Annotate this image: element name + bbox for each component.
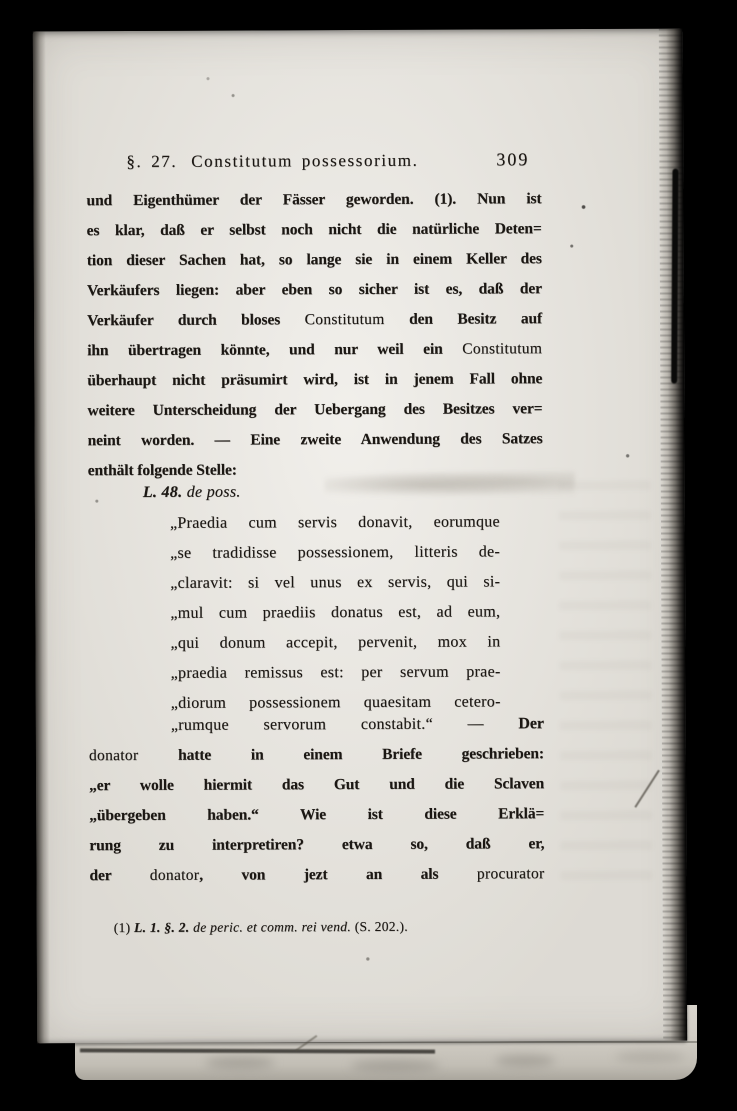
text-segment: weitere Unterscheidung der Uebergang des Besitzes ver= [87,400,543,420]
text-line [89,799,544,831]
smudge [205,1057,275,1069]
citation-line [143,478,241,508]
text-segment: Constitutum [304,310,385,329]
text-segment: enthält folgende Stelle: [87,461,237,480]
text-line [170,567,500,598]
text-line [170,507,500,538]
quote-closing-line [171,709,544,741]
paragraph-2 [89,739,545,891]
text-segment: den Besitz auf [384,310,543,328]
text-segment: Verkäufer durch bloses [87,311,305,330]
page-number: 309 [496,149,530,170]
text-line [89,829,544,861]
text-segment: „claravit: si vel unus ex servis, qui si- [170,573,501,592]
text-segment: de peric. et comm. rei vend. [193,919,355,935]
text-segment: L. 48. [142,483,187,501]
text-segment: „Praedia cum servis donavit, eorumque [169,513,500,532]
text-segment: de poss. [186,483,241,501]
text-line [87,364,542,396]
text-line [87,334,542,366]
text-segment: Verkäufers liegen: aber eben so sicher ist es, daß der [86,280,542,300]
text-segment: , von jezt an als [199,865,477,884]
footnote-line [114,915,408,940]
text-line [87,244,542,276]
text-line [170,627,500,658]
text-segment: hatte in einem Briefe geschrieben: [138,745,544,764]
text-layer [33,29,687,1044]
running-title: Constitutum possessorium. [191,150,419,171]
smudge [615,1051,685,1063]
text-segment: Constitutum [462,340,543,358]
text-segment: donator [149,866,200,884]
scanned-page [33,29,687,1044]
text-segment: Der [518,715,544,733]
text-line [89,769,544,801]
text-segment: rung zu interpretiren? etwa so, daß er, [89,835,545,855]
text-segment: tion dieser Sachen hat, so lange sie in einem Keller des [86,250,542,270]
text-line [88,424,543,456]
section-number: §. 27. [126,151,178,172]
text-segment: „rumque servorum constabit.“ — [170,715,519,734]
text-line [143,478,241,508]
text-segment: „mul cum praediis donatus est, ad eum, [170,603,501,622]
text-segment: und Eigenthümer der Fässer geworden. (1). Nun ist [86,190,542,210]
text-line [89,739,544,771]
text-line [171,657,501,688]
text-line [87,214,542,246]
text-line [170,537,500,568]
text-line [87,304,542,336]
text-segment: „übergeben haben.“ Wie ist diese Erklä= [89,805,545,825]
text-segment: procurator [476,865,545,883]
text-segment: ihn übertragen könnte, und nur weil ein [87,340,463,360]
text-segment: (S. 202.). [354,918,408,935]
text-segment: der [89,866,150,885]
text-segment: „er wolle hiermit das Gut und die Sclaven [89,775,545,795]
page-edge-dark-line [80,1048,435,1053]
text-segment: „diorum possessionem quaesitam cetero- [170,693,501,712]
text-line [114,915,408,940]
text-segment: „qui donum accepit, pervenit, mox in [170,633,501,652]
text-segment: L. 1. §. 2. [134,919,194,935]
page-header [86,147,541,174]
text-line [87,274,542,306]
text-line [89,859,544,891]
smudge [350,1060,440,1072]
text-line [170,597,500,628]
text-segment: donator [88,746,139,765]
text-segment: überhaupt nicht präsumirt wird, ist in jenem Fall ohne [87,370,543,390]
text-line [171,709,544,741]
text-segment: „praedia remissus est: per servum prae- [170,663,501,682]
text-line [87,394,542,426]
paragraph-1 [86,184,542,486]
smudge [495,1055,555,1067]
text-segment: (1) [113,919,135,936]
text-line [86,184,541,216]
text-segment: es klar, daß er selbst noch nicht die natürliche Deten= [86,220,542,240]
latin-quote [170,507,501,718]
text-segment: „se tradidisse possessionem, litteris de- [170,543,501,562]
text-segment: neint worden. — Eine zweite Anwendung des Satzes [87,430,543,450]
